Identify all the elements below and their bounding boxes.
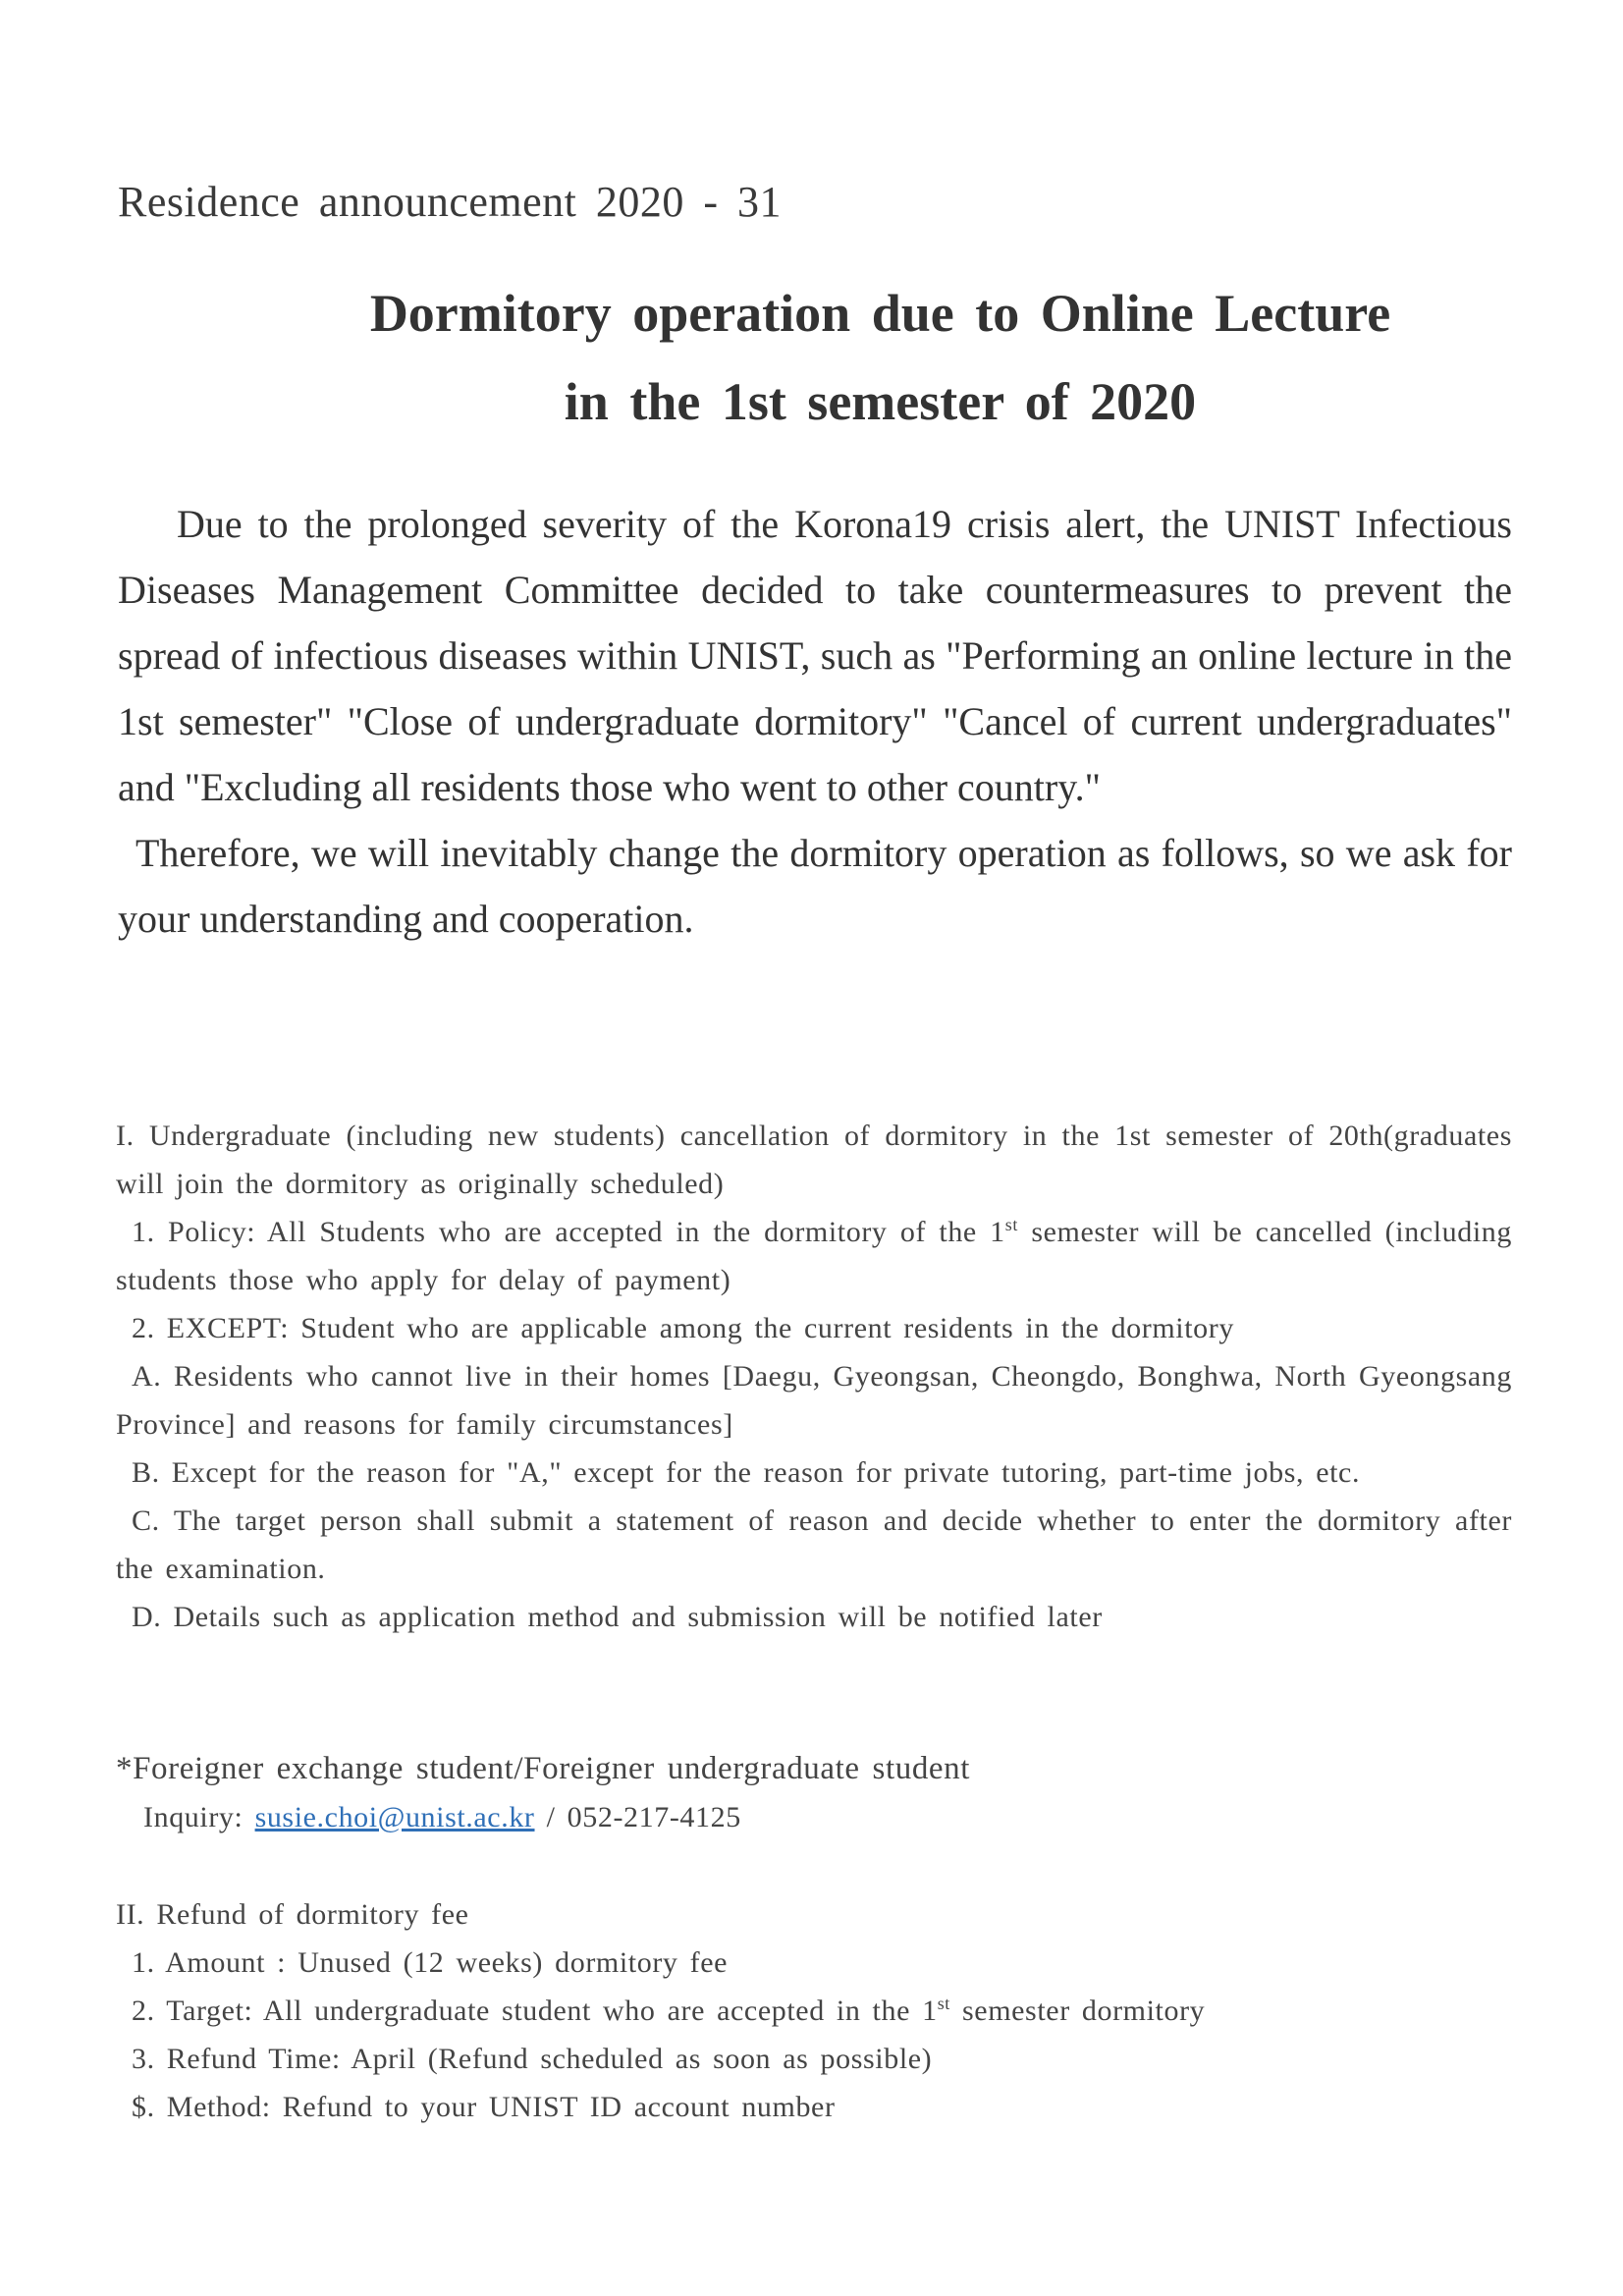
email-link[interactable]: susie.choi@unist.ac.kr [254,1801,535,1833]
section-1-item-a: A. Residents who cannot live in their homes [Daegu, Gyeongsan, Cheongdo, Bonghwa, North Gyeongsang Province] and reasons for family circumstances] [116,1360,1512,1441]
superscript: st [937,1994,950,2013]
foreigner-notice [116,1745,1512,1841]
foreigner-heading: *Foreigner exchange student/Foreigner undergraduate student [116,1751,971,1786]
section-1-item-b: B. Except for the reason for "A," except for the reason for private tutoring, part-time jobs, etc. [132,1456,1361,1489]
page-title-line-1: Dormitory operation due to Online Lecture [369,284,1391,343]
section-2-item-4: $. Method: Refund to your UNIST ID account number [132,2091,836,2123]
section-1-heading: I. Undergraduate (including new students) cancellation of dormitory in the 1st semester of 20th(graduates will join the dormitory as originally scheduled) [116,1120,1512,1200]
section-2 [116,1890,1512,2131]
item-text: 1. Policy: All Students who are accepted in the dormitory of the 1 [132,1216,1005,1248]
intro-paragraph-2: Therefore, we will inevitably change the dormitory operation as follows, so we ask for your understanding and cooperation. [118,831,1512,941]
inquiry-line [116,1793,1512,1841]
section-1-item-c: C. The target person shall submit a statement of reason and decide whether to enter the dormitory after the examination. [116,1504,1512,1585]
superscript: st [1004,1215,1018,1234]
intro-paragraph-1: Due to the prolonged severity of the Korona19 crisis alert, the UNIST Infectious Diseases Management Committee decided to take countermeasures to prevent the spread of infectious diseases within UNIST, such as "Performing an online lecture in the 1st semester" "Close of undergraduate dormitory" "Cancel of current undergraduates" and "Excluding all residents those who went to other country." [118,502,1512,809]
intro-section [118,491,1512,952]
item-text: semester will be cancelled (including students those who apply for delay of payment) [116,1216,1512,1296]
announcement-number: Residence announcement 2020 - 31 [118,178,783,226]
separator: / [534,1801,568,1833]
item-text: 2. Target: All undergraduate student who are accepted in the 1 [132,1995,938,2027]
section-2-item-3: 3. Refund Time: April (Refund scheduled as soon as possible) [132,2043,933,2075]
section-2-item-1: 1. Amount : Unused (12 weeks) dormitory fee [132,1946,729,1979]
page-title-line-2: in the 1st semester of 2020 [564,372,1197,431]
phone-number: 052-217-4125 [567,1801,741,1833]
section-1-item-2: 2. EXCEPT: Student who are applicable among the current residents in the dormitory [132,1312,1234,1344]
section-1-item-1 [116,1208,1512,1304]
section-1 [116,1112,1512,1641]
section-2-item-2 [116,1987,1512,2035]
item-text: semester dormitory [949,1995,1206,2027]
section-1-item-d: D. Details such as application method and submission will be notified later [132,1601,1103,1633]
inquiry-label: Inquiry: [143,1801,255,1833]
section-2-heading: II. Refund of dormitory fee [116,1898,469,1931]
